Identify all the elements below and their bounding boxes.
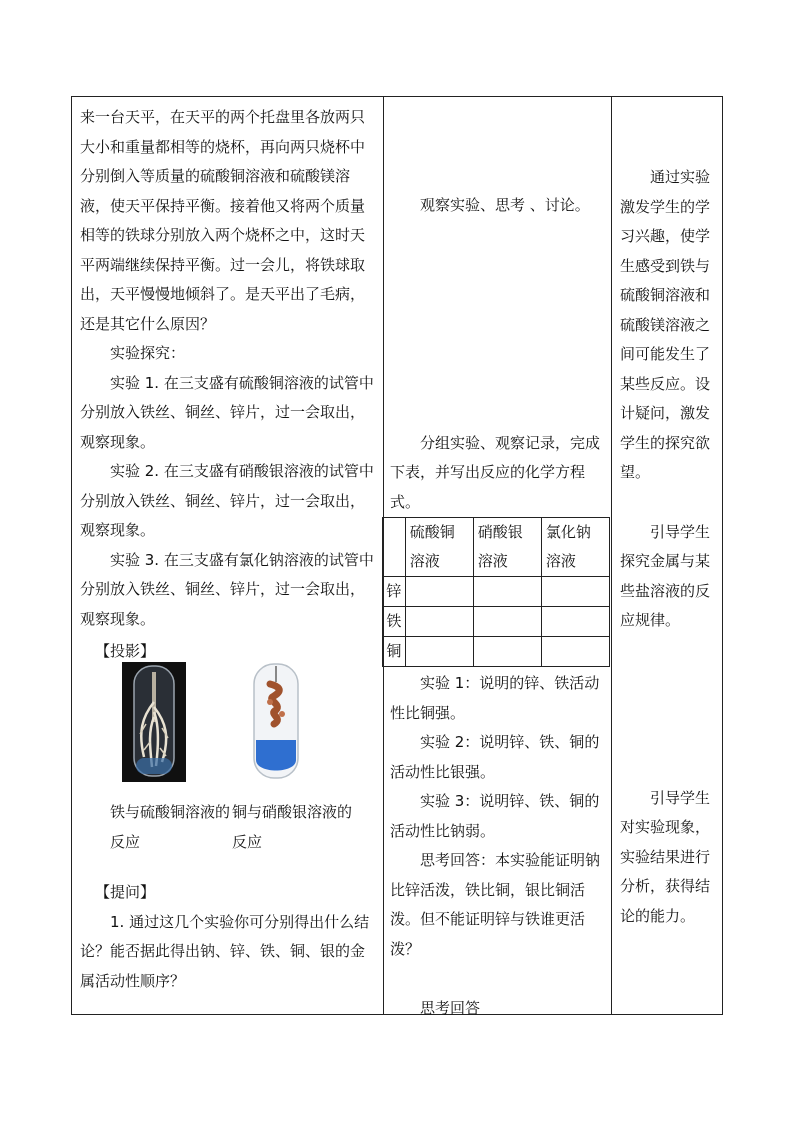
teacher-activity-column <box>80 103 378 996</box>
group-experiment-text: 分组实验、观察记录，完成下表，并写出反应的化学方程式。 <box>390 433 601 511</box>
figure-2-caption: 铜与硝酸银溶液的反应 <box>232 803 353 851</box>
row-label: 锌 <box>383 577 406 607</box>
result-cell <box>473 577 541 607</box>
result-1-text: 实验 1：说明的锌、铁活动性比铜强。 <box>390 674 600 722</box>
result-cell <box>541 637 609 667</box>
intent-2-text: 引导学生探究金属与某些盐溶液的反应规律。 <box>620 522 711 629</box>
results-row <box>383 607 610 637</box>
student-activity-column <box>386 103 608 1024</box>
result-2-text: 实验 2：说明锌、铁、铜的活动性比银强。 <box>390 733 600 781</box>
results-row <box>383 577 610 607</box>
copper-silver-nitrate-photo <box>244 662 308 782</box>
experiment-3-text: 实验 3. 在三支盛有氯化钠溶液的试管中分别放入铁丝、铜丝、锌片，过一会取出，观察现象。 <box>80 550 374 628</box>
result-3-text: 实验 3：说明锌、铁、铜的活动性比钠弱。 <box>390 792 600 840</box>
explore-title: 实验探究： <box>110 344 186 362</box>
header-cell: 硝酸银溶液 <box>473 518 541 577</box>
intent-1-text: 通过实验激发学生的学习兴趣，使学生感受到铁与硫酸铜溶液和硫酸镁溶液之间可能发生了某些反应。设计疑问，激发学生的探究欲望。 <box>620 168 711 481</box>
think-answer-text: 思考回答：本实验能证明钠比锌活泼，铁比铜，银比铜活泼。但不能证明锌与铁谁更活泼？ <box>390 851 601 958</box>
column-divider <box>611 97 612 1014</box>
intent-3-text: 引导学生对实验现象，实验结果进行分析，获得结论的能力。 <box>620 788 711 925</box>
question-1-text: 1. 通过这几个实验你可分别得出什么结论？能否据此得出钠、锌、铁、铜、银的金属活动性顺序？ <box>80 912 370 990</box>
result-cell <box>405 637 473 667</box>
question-label: 【提问】 <box>95 883 156 901</box>
result-cell <box>405 577 473 607</box>
projection-label: 【投影】 <box>95 642 156 660</box>
result-cell <box>541 577 609 607</box>
figure-1-caption: 铁与硫酸铜溶液的反应 <box>110 803 231 851</box>
experiment-1-text: 实验 1. 在三支盛有硫酸铜溶液的试管中分别放入铁丝、铜丝、锌片，过一会取出，观察现象。 <box>80 373 374 451</box>
result-cell <box>405 607 473 637</box>
results-table <box>382 517 610 667</box>
experiment-figures <box>80 662 378 851</box>
result-cell <box>473 607 541 637</box>
corner-cell <box>383 518 406 577</box>
intro-paragraph: 来一台天平，在天平的两个托盘里各放两只大小和重量都相等的烧杯，再向两只烧杯中分别倒入等质量的硫酸铜溶液和硫酸镁溶液，使天平保持平衡。接着他又将两个质量相等的铁球分别放入两个烧杯之中，这时天平两端继续保持平衡。过一会儿，将铁球取出，天平慢慢地倾斜了。是天平出了毛病，还是其它什么原因？ <box>80 108 366 333</box>
think-answer-label: 思考回答 <box>420 999 481 1017</box>
observe-text: 观察实验、思考 、讨论。 <box>420 196 590 214</box>
result-cell <box>541 607 609 637</box>
results-row <box>383 637 610 667</box>
header-cell: 氯化钠溶液 <box>541 518 609 577</box>
lesson-table <box>71 96 723 1015</box>
design-intent-column <box>620 163 718 931</box>
row-label: 铜 <box>383 637 406 667</box>
experiment-2-text: 实验 2. 在三支盛有硝酸银溶液的试管中分别放入铁丝、铜丝、锌片，过一会取出，观察现象。 <box>80 462 374 539</box>
row-label: 铁 <box>383 607 406 637</box>
result-cell <box>473 637 541 667</box>
results-header-row <box>383 518 610 577</box>
header-cell: 硫酸铜溶液 <box>405 518 473 577</box>
iron-copper-sulfate-photo <box>122 662 186 782</box>
